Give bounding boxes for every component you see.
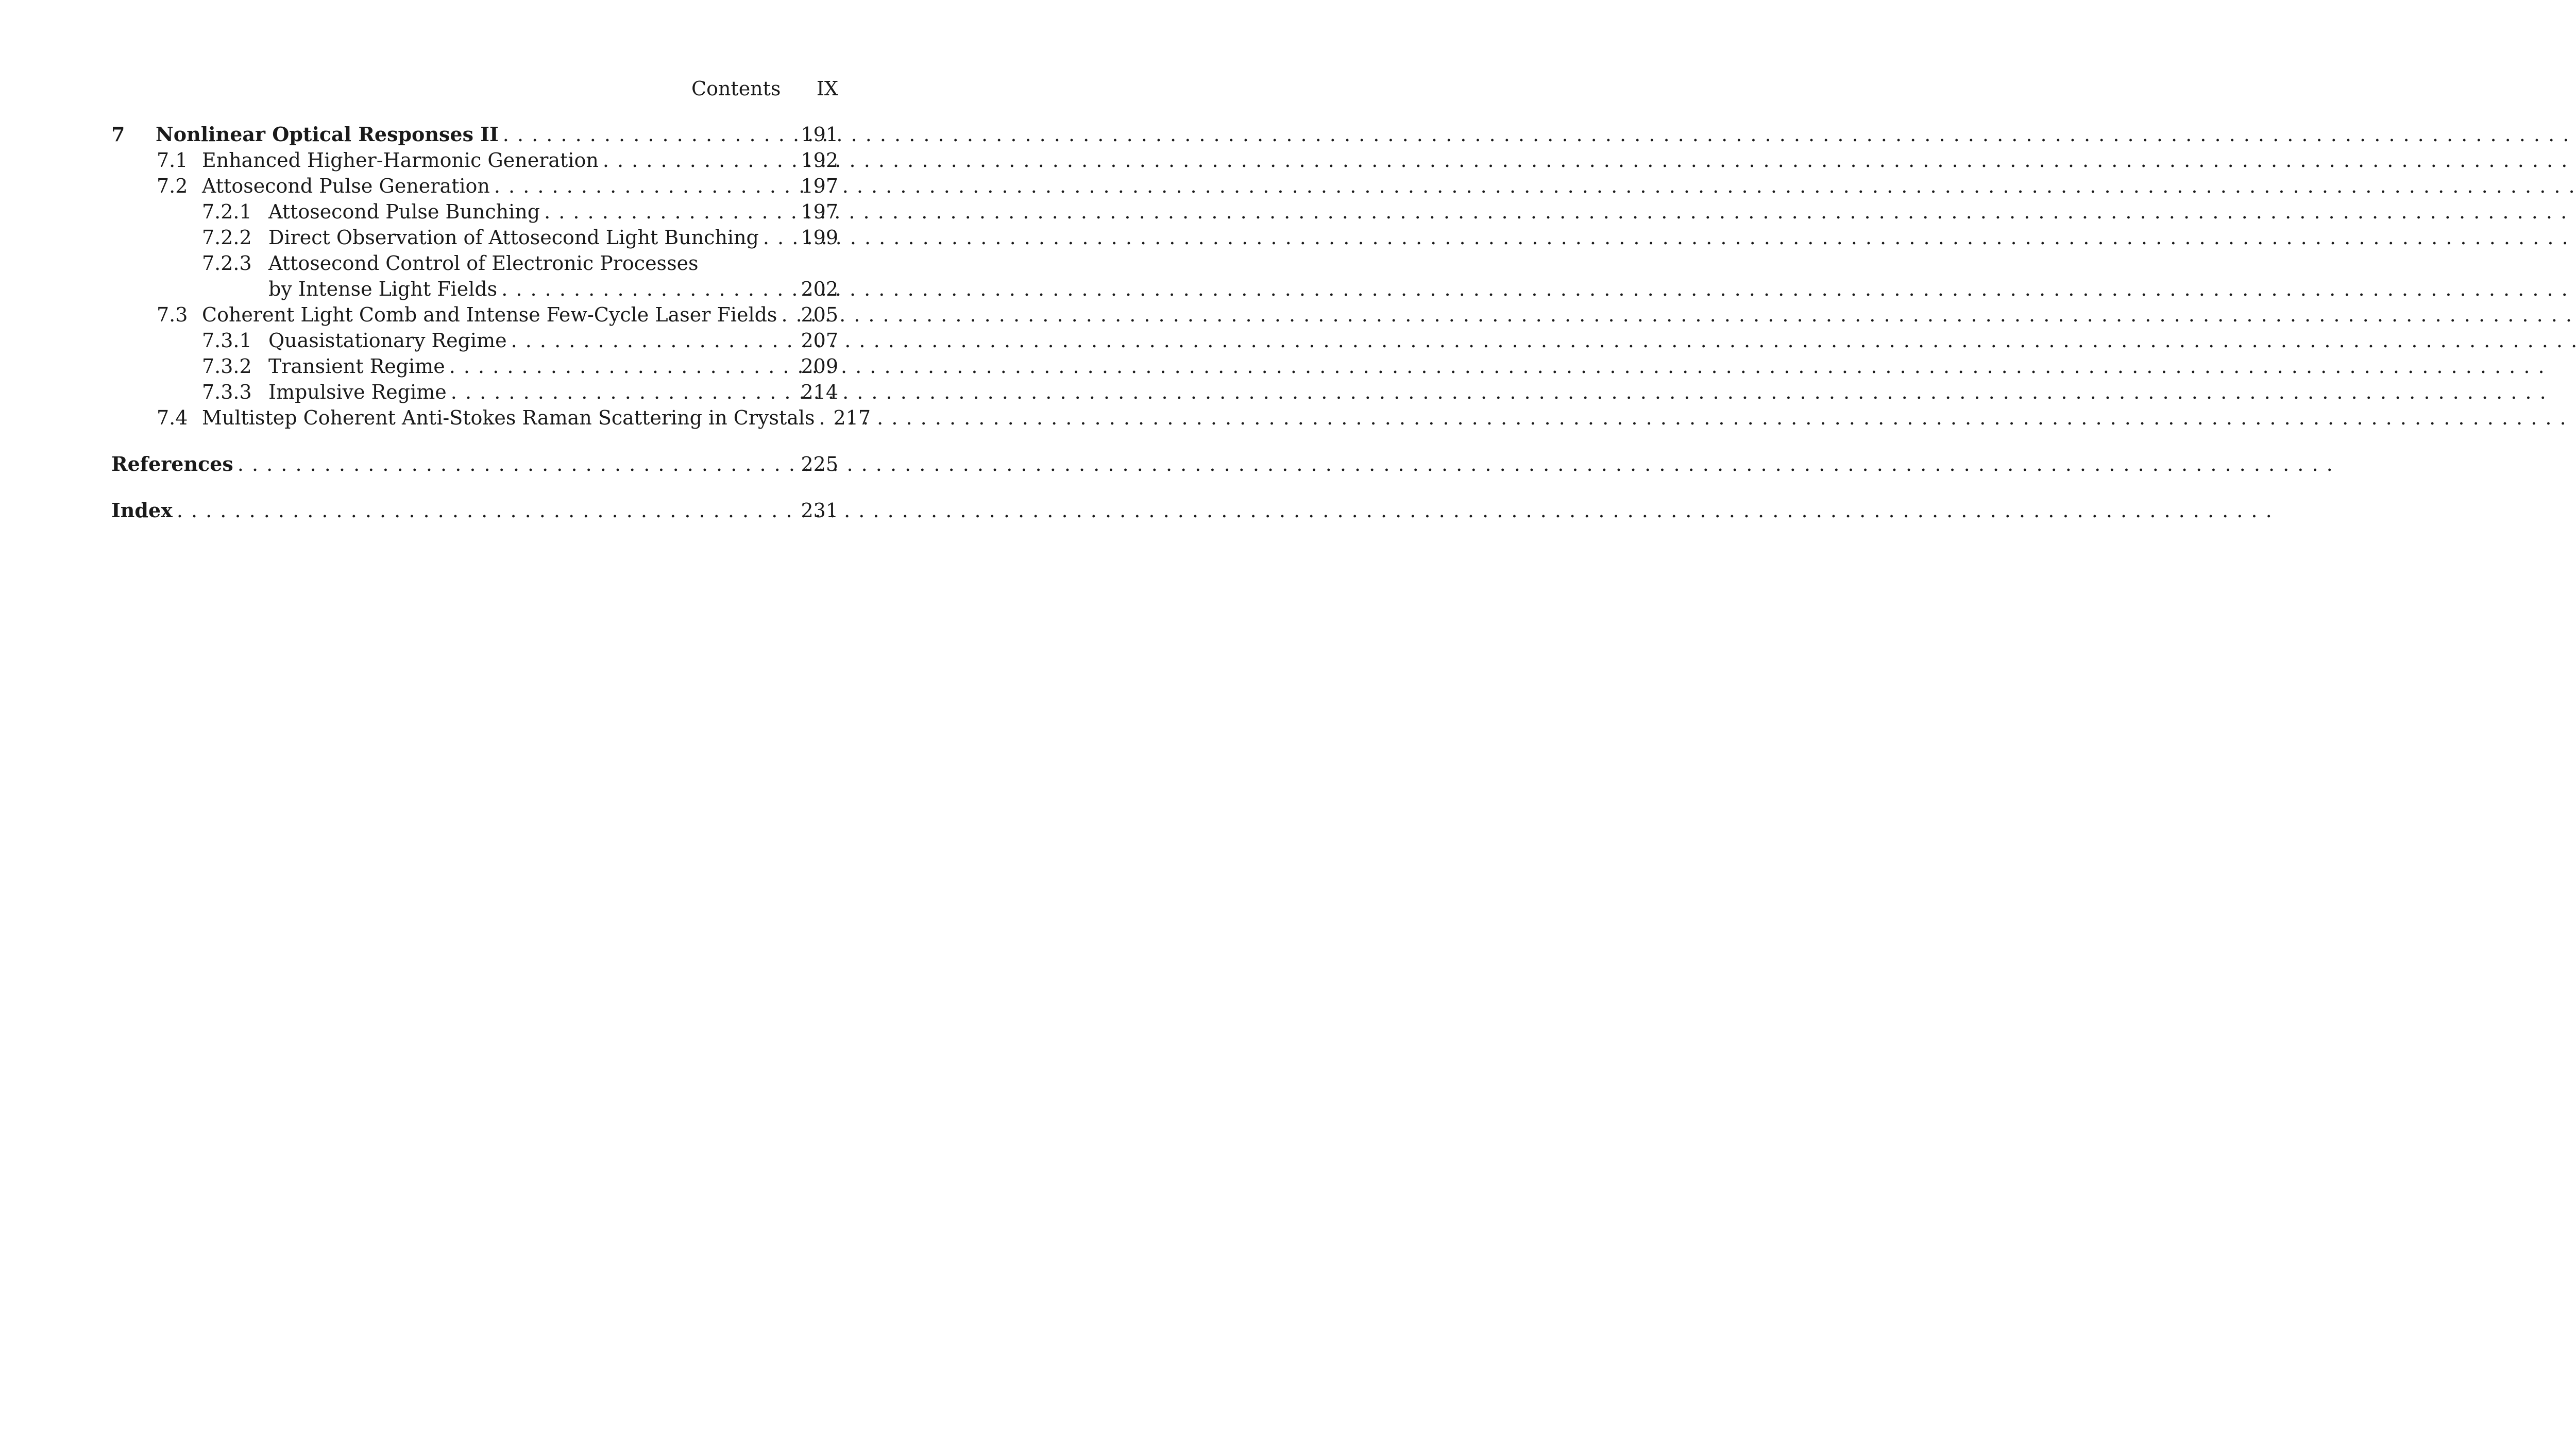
toc-entry-title: Enhanced Higher-Harmonic Generation <box>202 149 599 172</box>
toc-entry-7-2-1[interactable] <box>111 199 838 225</box>
toc-entry-title: Index <box>111 499 173 522</box>
table-of-contents <box>111 122 871 523</box>
toc-entry-7-1[interactable] <box>111 147 838 173</box>
dot-leader <box>815 405 834 431</box>
toc-entry-7-2-3-continuation[interactable] <box>111 276 838 302</box>
toc-entry-7-3-1[interactable] <box>111 328 838 353</box>
toc-entry-page: 192 <box>801 149 838 172</box>
toc-entry-title: Multistep Coherent Anti-Stokes Raman Scattering in Crystals <box>202 406 815 429</box>
toc-entry-7-3[interactable] <box>111 302 838 328</box>
dot-leader <box>490 173 801 199</box>
toc-entry-page: 197 <box>801 200 838 223</box>
toc-entry-title: Impulsive Regime <box>268 381 447 403</box>
toc-entry-page: 197 <box>801 175 838 197</box>
running-head-page-number: IX <box>816 77 838 100</box>
toc-entry-7-3-2[interactable] <box>111 353 838 379</box>
dot-leader <box>499 122 801 147</box>
toc-entry-title-line-1: Attosecond Control of Electronic Processes <box>268 252 699 275</box>
dot-leader <box>777 302 801 328</box>
toc-entry-number: 7.3.2 <box>202 355 252 378</box>
toc-entry-page: 225 <box>801 453 838 475</box>
running-head-title: Contents <box>691 77 781 100</box>
toc-entry-number: 7.1 <box>157 149 188 172</box>
dot-leader <box>599 147 801 173</box>
dot-leader <box>445 353 801 379</box>
toc-entry-number: 7.2.2 <box>202 226 252 249</box>
toc-entry-title: Transient Regime <box>268 355 445 378</box>
dot-leader <box>540 199 801 225</box>
dot-leader <box>233 451 801 477</box>
toc-entry-title: Attosecond Pulse Generation <box>202 175 490 197</box>
toc-entry-7-2-3[interactable] <box>111 250 838 276</box>
toc-entry-7-2[interactable] <box>111 173 838 199</box>
toc-entry-title: Coherent Light Comb and Intense Few-Cycle Laser Fields <box>202 303 777 326</box>
section-gap <box>111 431 838 451</box>
toc-entry-title: References <box>111 452 233 475</box>
toc-entry-number: 7.3 <box>157 303 188 326</box>
toc-entry-title: Attosecond Pulse Bunching <box>268 200 540 223</box>
toc-entry-number: 7 <box>111 123 125 146</box>
toc-entry-title-line-2: by Intense Light Fields <box>268 278 498 300</box>
toc-entry-page: 214 <box>801 381 838 403</box>
dot-leader <box>507 328 801 353</box>
toc-entry-7-4[interactable] <box>111 405 871 431</box>
toc-entry-number: 7.3.1 <box>202 329 252 352</box>
toc-entry-number: 7.2.1 <box>202 200 252 223</box>
dot-leader <box>759 225 801 250</box>
toc-entry-number: 7.2 <box>157 175 188 197</box>
toc-entry-number: 7.3.3 <box>202 381 252 403</box>
toc-entry-page: 209 <box>801 355 838 378</box>
toc-entry-number: 7.2.3 <box>202 252 252 275</box>
dot-leader <box>497 276 801 302</box>
toc-entry-title: Quasistationary Regime <box>268 329 507 352</box>
toc-entry-page: 191 <box>801 123 838 146</box>
toc-entry-chapter-7[interactable] <box>111 122 838 147</box>
running-head <box>670 76 838 101</box>
toc-entry-7-2-2[interactable] <box>111 225 838 250</box>
toc-entry-7-3-3[interactable] <box>111 379 838 405</box>
toc-entry-page: 217 <box>833 406 871 429</box>
dot-leader <box>173 498 801 523</box>
toc-entry-page: 231 <box>801 499 838 522</box>
toc-entry-index[interactable] <box>111 498 838 523</box>
toc-entry-number: 7.4 <box>157 406 188 429</box>
toc-entry-title: Direct Observation of Attosecond Light Bunching <box>268 226 759 249</box>
toc-entry-page: 205 <box>801 303 838 326</box>
toc-entry-page: 202 <box>801 278 838 300</box>
toc-entry-title: Nonlinear Optical Responses II <box>156 123 499 146</box>
toc-entry-page: 199 <box>801 226 838 249</box>
toc-entry-page: 207 <box>801 329 838 352</box>
dot-leader <box>447 379 801 405</box>
toc-entry-references[interactable] <box>111 451 838 477</box>
section-gap <box>111 477 838 498</box>
